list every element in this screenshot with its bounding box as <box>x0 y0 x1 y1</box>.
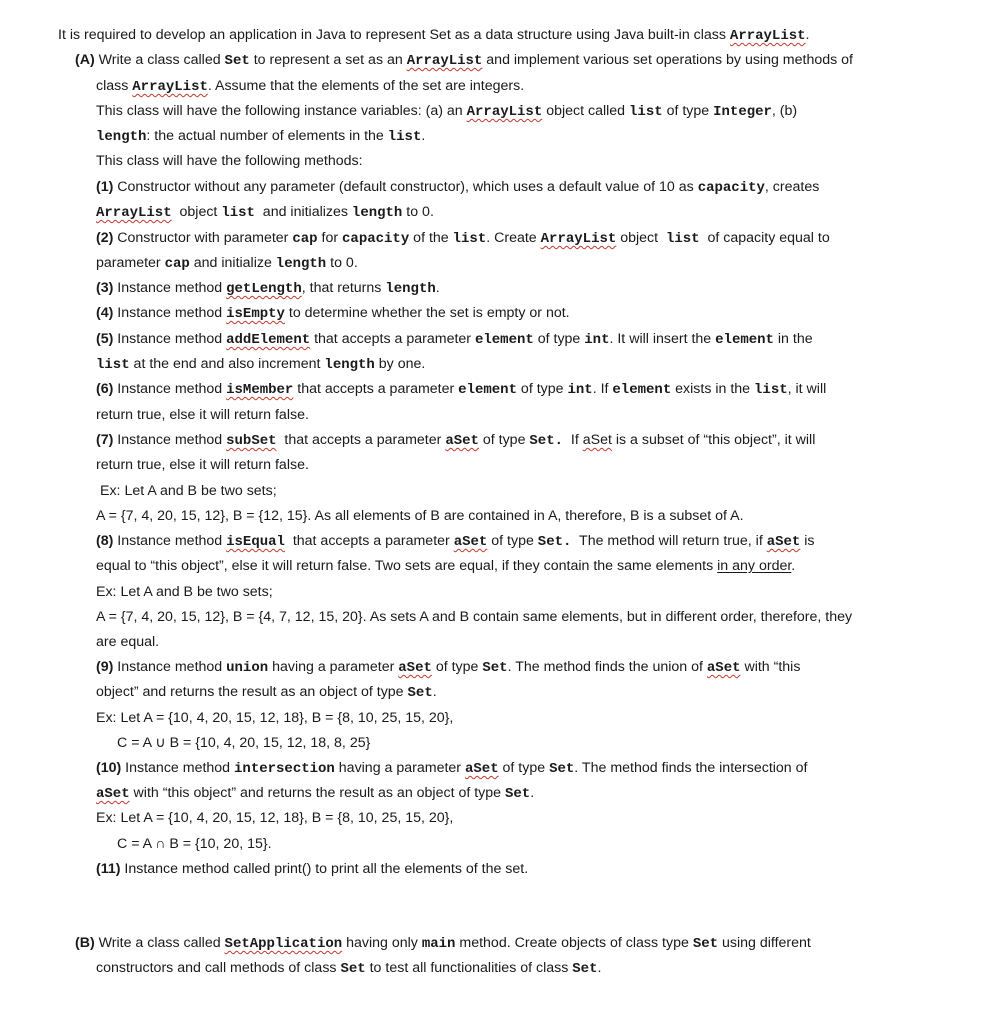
part-b-line-1: (B) Write a class called SetApplication having only main method. Create objects of class type Set using different <box>75 935 811 952</box>
method-1-line-1: (1) Constructor without any parameter (default constructor), which uses a default value of 10 as capacity, creates <box>96 179 820 196</box>
part-a-line-2: class ArrayList. Assume that the elements of the set are integers. <box>96 78 525 95</box>
method-8-example-end: are equal. <box>96 634 160 650</box>
method-7-line-1: (7) Instance method subSet that accepts a parameter aSet of type Set. If aSet is a subset of “this object”, it will <box>96 432 816 449</box>
method-9-line-1: (9) Instance method union having a parameter aSet of type Set. The method finds the union of aSet with “this <box>96 659 801 676</box>
method-4-line: (4) Instance method isEmpty to determine whether the set is empty or not. <box>96 305 570 322</box>
method-6-line-1: (6) Instance method isMember that accepts a parameter element of type int. If element exists in the list, it will <box>96 381 827 398</box>
method-6-line-2: return true, else it will return false. <box>96 407 309 423</box>
method-10-example: Ex: Let A = {10, 4, 20, 15, 12, 18}, B = {8, 10, 25, 15, 20}, <box>96 810 454 826</box>
method-8-example: A = {7, 4, 20, 15, 12}, B = {4, 7, 12, 15, 20}. As sets A and B contain same elements, but in different order, therefore, they <box>96 609 853 625</box>
code-term: ArrayList <box>729 28 806 44</box>
part-a-line-1: (A) Write a class called Set to represent a set as an ArrayList and implement various set operations by using methods of <box>75 52 853 69</box>
method-10-example-result: C = A ∩ B = {10, 20, 15}. <box>117 836 272 852</box>
method-10-line-1: (10) Instance method intersection having a parameter aSet of type Set. The method finds the intersection of <box>96 760 808 777</box>
method-9-example: Ex: Let A = {10, 4, 20, 15, 12, 18}, B = {8, 10, 25, 15, 20}, <box>96 710 454 726</box>
part-b-line-2: constructors and call methods of class Set to test all functionalities of class Set. <box>96 960 602 977</box>
part-a-line-3: This class will have the following instance variables: (a) an ArrayList object called list of type Integer, (b) <box>96 103 798 120</box>
method-8-line-1: (8) Instance method isEqual that accepts a parameter aSet of type Set. The method will return true, if aSet is <box>96 533 815 550</box>
method-8-line-2: equal to “this object”, else it will return false. Two sets are equal, if they contain the same elements in any order. <box>96 558 796 574</box>
method-10-line-2: aSet with “this object” and returns the result as an object of type Set. <box>96 785 535 802</box>
part-a-line-5: This class will have the following methods: <box>96 153 363 169</box>
method-11-line: (11) Instance method called print() to print all the elements of the set. <box>96 861 529 877</box>
method-2-line-1: (2) Constructor with parameter cap for capacity of the list. Create ArrayList object list of capacity equal to <box>96 230 830 247</box>
method-2-line-2: parameter cap and initialize length to 0. <box>96 255 358 272</box>
method-7-example-label: Ex: Let A and B be two sets; <box>100 483 277 499</box>
method-8-example-label: Ex: Let A and B be two sets; <box>96 584 273 600</box>
method-1-line-2: ArrayList object list and initializes length to 0. <box>96 204 434 221</box>
intro-line: It is required to develop an application in Java to represent Set as a data structure using Java built-in class ArrayList. <box>58 27 810 44</box>
method-9-line-2: object” and returns the result as an object of type Set. <box>96 684 437 701</box>
method-7-line-2: return true, else it will return false. <box>96 457 309 473</box>
part-a-line-4: length: the actual number of elements in the list. <box>96 128 426 145</box>
method-5-line-2: list at the end and also increment length by one. <box>96 356 426 373</box>
method-9-example-result: C = A ∪ B = {10, 4, 20, 15, 12, 18, 8, 25} <box>117 735 371 751</box>
method-7-example: A = {7, 4, 20, 15, 12}, B = {12, 15}. As all elements of B are contained in A, therefore, B is a subset of A. <box>96 508 744 524</box>
method-5-line-1: (5) Instance method addElement that accepts a parameter element of type int. It will insert the element in the <box>96 331 813 348</box>
method-3-line: (3) Instance method getLength, that returns length. <box>96 280 440 297</box>
